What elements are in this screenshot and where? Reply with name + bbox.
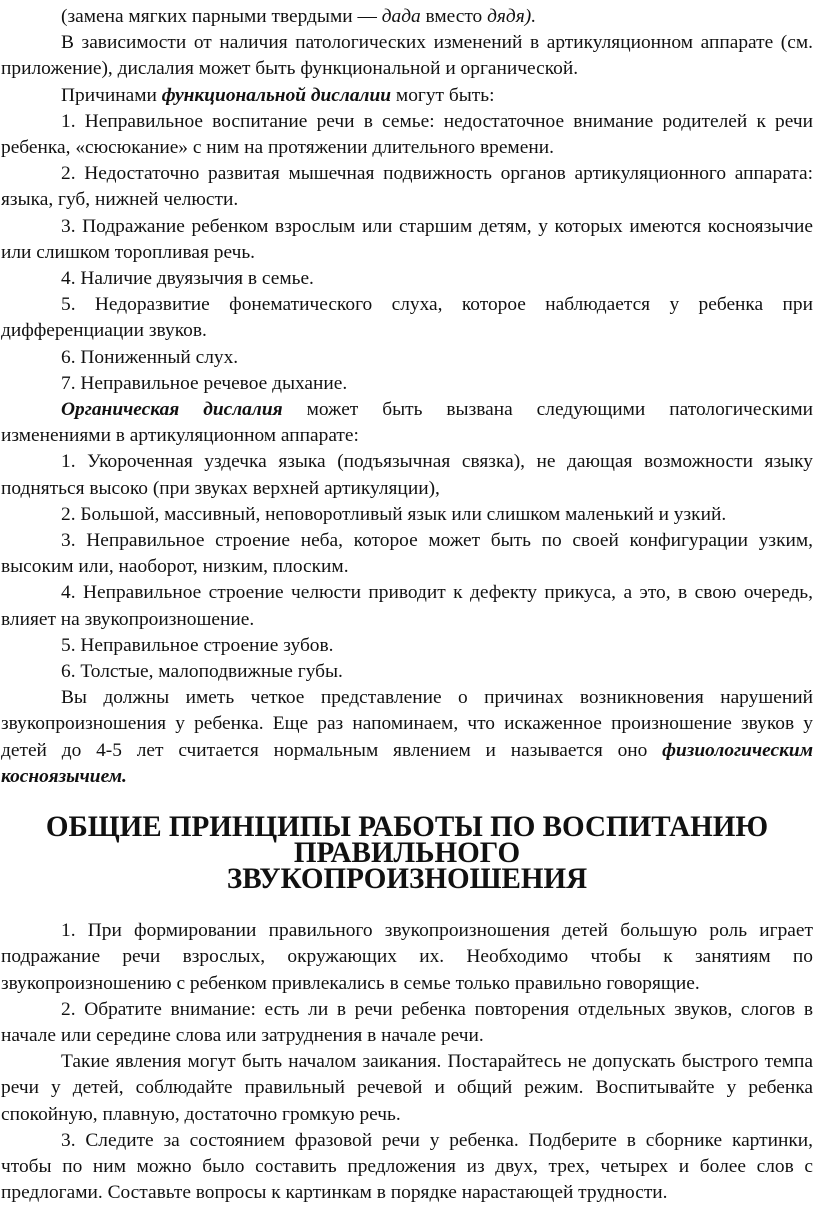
functional-cause-item: 4. Наличие двуязычия в семье. [61,268,314,290]
principle-paragraph: 1. При формировании правильного звукопроизношения детей большую роль играет подражание речи взрослых, окружающих их. Необходимо чтобы к занятиям по звукопроизношению с ребенком привлекались в семье только правильно говорящие. [1,920,813,994]
term-physiological-lisp: физиологическим косноязычием. [1,739,813,787]
functional-cause-item: 7. Неправильное речевое дыхание. [61,372,348,394]
organic-cause-item: 2. Большой, массивный, неповоротливый язык или слишком маленький и узкий. [61,503,727,525]
organic-cause-item: 4. Неправильное строение челюсти приводит к дефекту прикуса, а это, в свою очередь, влияет на звукопроизношение. [1,582,813,630]
functional-cause-item: 5. Недоразвитие фонематического слуха, которое наблюдается у ребенка при дифференциации звуков. [1,294,813,342]
text-fragment: могут быть: [391,84,495,106]
organic-cause-item: 3. Неправильное строение неба, которое может быть по своей конфигурации узким, высоким или, наоборот, низким, плоским. [1,530,813,578]
term-organic-dyslalia: Органическая дислалия [61,399,283,421]
organic-cause-item: 6. Толстые, малоподвижные губы. [61,661,343,683]
paragraph-substitution-example [1,4,813,30]
spacer [1,892,813,918]
functional-cause-item: 1. Неправильное воспитание речи в семье: недостаточное внимание родителей к речи ребенка, «сюсюкание» с ним на протяжении длительного времени. [1,110,813,159]
paragraph-dyslalia-types: В зависимости от наличия патологических изменений в артикуляционном аппарате (см. приложение), дислалия может быть функциональной и органической. [1,32,813,80]
section-heading-line: ЗВУКОПРОИЗНОШЕНИЯ [226,863,588,896]
functional-cause-item: 6. Пониженный слух. [61,346,239,368]
text-fragment: вместо [420,6,488,27]
italic-word-dyadya: дядя). [487,6,537,27]
text-fragment: (замена мягких парными твердыми — [61,6,382,27]
functional-cause-item: 2. Недостаточно развитая мышечная подвижность органов артикуляционного аппарата: языка, губ, нижней челюсти. [1,163,813,211]
organic-cause-item: 1. Укороченная уздечка языка (подъязычная связка), не дающая возможности языку подняться высоко (при звуках верхней артикуляции), [1,451,813,499]
term-functional-dyslalia: функциональной дислалии [161,84,392,106]
text-fragment: Причинами [61,84,162,106]
functional-cause-item: 3. Подражание ребенком взрослым или старшим детям, у которых имеются косноязычие или слишком торопливая речь. [1,215,813,263]
organic-cause-item: 5. Неправильное строение зубов. [61,634,334,656]
section-heading-line: ОБЩИЕ ПРИНЦИПЫ РАБОТЫ ПО ВОСПИТАНИЮ ПРАВИЛЬНОГО [45,811,769,870]
principle-paragraph: Такие явления могут быть началом заикания. Постарайтесь не допускать быстрого темпа речи у детей, соблюдайте правильный речевой и общий режим. Воспитывайте у ребенка спокойную, плавную, достаточно громкую речь. [1,1051,813,1125]
section-heading [1,811,813,896]
italic-word-dada: дада [381,6,421,27]
paragraph-physiological-lisp [1,685,813,790]
text-fragment: может быть вызвана следующими патологическими изменениями в артикуляционном аппарате: [1,399,814,447]
text-fragment: Вы должны иметь четкое представление о причинах возникновения нарушений звукопроизношения у ребенка. Еще раз напоминаем, что искаженное произношение звуков у детей до 4-5 лет считается нормальным явлением и называется оно [1,687,813,761]
principle-paragraph: 3. Следите за состоянием фразовой речи у ребенка. Подберите в сборнике картинки, чтобы по ним можно было составить предложения из двух, трех, четырех и более слов с предлогами. Составьте вопросы к картинкам в порядке нарастающей трудности. [1,1129,813,1204]
paragraph-functional-causes-intro [1,83,813,109]
paragraph-organic-causes-intro [1,397,813,449]
principle-paragraph: 2. Обратите внимание: есть ли в речи ребенка повторения отдельных звуков, слогов в начале или середине слова или затруднения в начале речи. [1,998,813,1046]
